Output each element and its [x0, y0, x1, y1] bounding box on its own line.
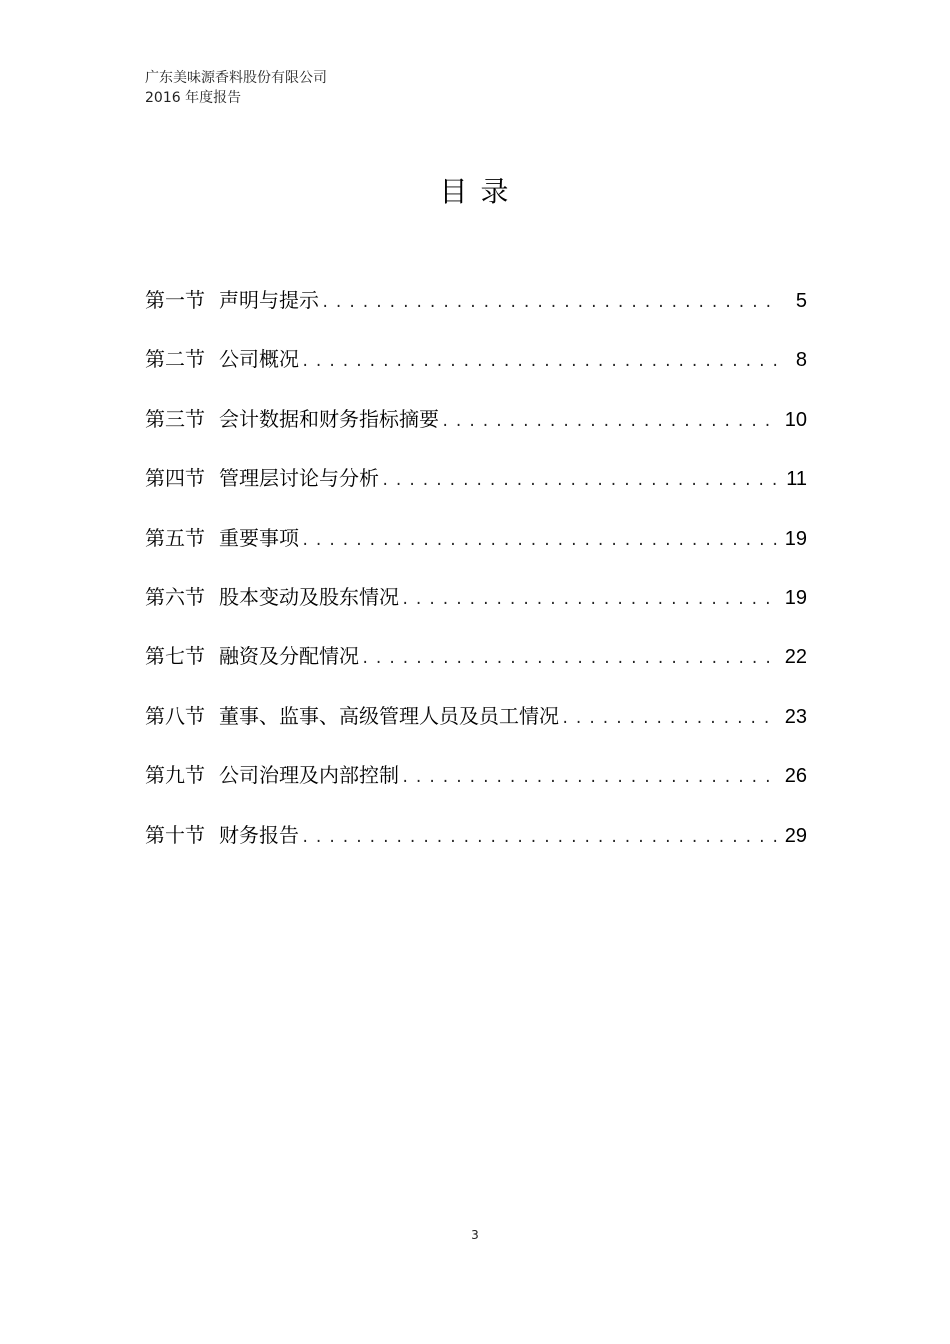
toc-dot-leader: [301, 523, 779, 559]
toc-dot-leader: [401, 760, 779, 796]
toc-section-number: 第五节: [145, 525, 205, 550]
toc-title: 目 录: [439, 175, 511, 208]
toc-entry-8[interactable]: [145, 698, 807, 757]
toc-section-title: 融资及分配情况: [219, 644, 359, 669]
toc-section-number: 第二节: [145, 347, 205, 372]
toc-entry-5[interactable]: [145, 520, 807, 579]
toc-section-number: 第九节: [145, 763, 205, 788]
toc-entry-7[interactable]: [145, 638, 807, 697]
toc-page-number: 23: [784, 705, 807, 728]
toc-entry-6[interactable]: [145, 579, 807, 638]
toc-entry-10[interactable]: [145, 817, 807, 876]
toc-page-number: 5: [795, 290, 807, 312]
footer-page-number: 3: [471, 1228, 479, 1242]
toc-page-number: 8: [795, 349, 807, 372]
toc-page-number: 26: [784, 765, 807, 788]
toc-entry-4[interactable]: [145, 460, 807, 519]
toc-section-title: 董事、监事、高级管理人员及员工情况: [219, 703, 559, 728]
toc-section-title: 公司概况: [219, 347, 299, 372]
toc-section-number: 第八节: [145, 703, 205, 728]
toc-dot-leader: [381, 463, 779, 499]
toc-dot-leader: [301, 820, 779, 856]
toc-entry-9[interactable]: [145, 757, 807, 816]
toc-page-number: 19: [784, 527, 807, 550]
toc-dot-leader: [301, 344, 779, 380]
toc-page-number: 29: [784, 824, 807, 847]
toc-section-number: 第一节: [145, 288, 205, 312]
toc-section-title: 会计数据和财务指标摘要: [219, 406, 439, 431]
toc-section-title: 管理层讨论与分析: [219, 466, 379, 491]
toc-section-number: 第四节: [145, 466, 205, 491]
toc-section-number: 第七节: [145, 644, 205, 669]
toc-section-title: 重要事项: [219, 525, 299, 550]
header-report-title: 2016 年度报告: [145, 90, 242, 106]
toc-dot-leader: [561, 701, 779, 737]
toc-section-number: 第十节: [145, 822, 205, 847]
toc-section-number: 第六节: [145, 584, 205, 609]
toc-page-number: 10: [784, 408, 807, 431]
toc-section-title: 财务报告: [219, 822, 299, 847]
toc-section-number: 第三节: [145, 406, 205, 431]
toc-dot-leader: [321, 285, 779, 321]
toc-page-number: 19: [784, 586, 807, 609]
toc-dot-leader: [361, 641, 779, 677]
toc-page-number: 11: [786, 468, 807, 491]
toc-section-title: 股本变动及股东情况: [219, 584, 399, 609]
toc-dot-leader: [441, 404, 779, 440]
toc-entry-3[interactable]: [145, 401, 807, 460]
toc-dot-leader: [401, 582, 779, 618]
page-header: [145, 68, 327, 108]
header-company-name: 广东美味源香料股份有限公司: [145, 70, 327, 86]
toc-section-title: 公司治理及内部控制: [219, 763, 399, 788]
table-of-contents: [145, 282, 807, 876]
toc-section-title: 声明与提示: [219, 288, 319, 312]
toc-page-number: 22: [784, 646, 807, 669]
toc-entry-2[interactable]: [145, 341, 807, 400]
toc-entry-1[interactable]: [145, 282, 807, 341]
